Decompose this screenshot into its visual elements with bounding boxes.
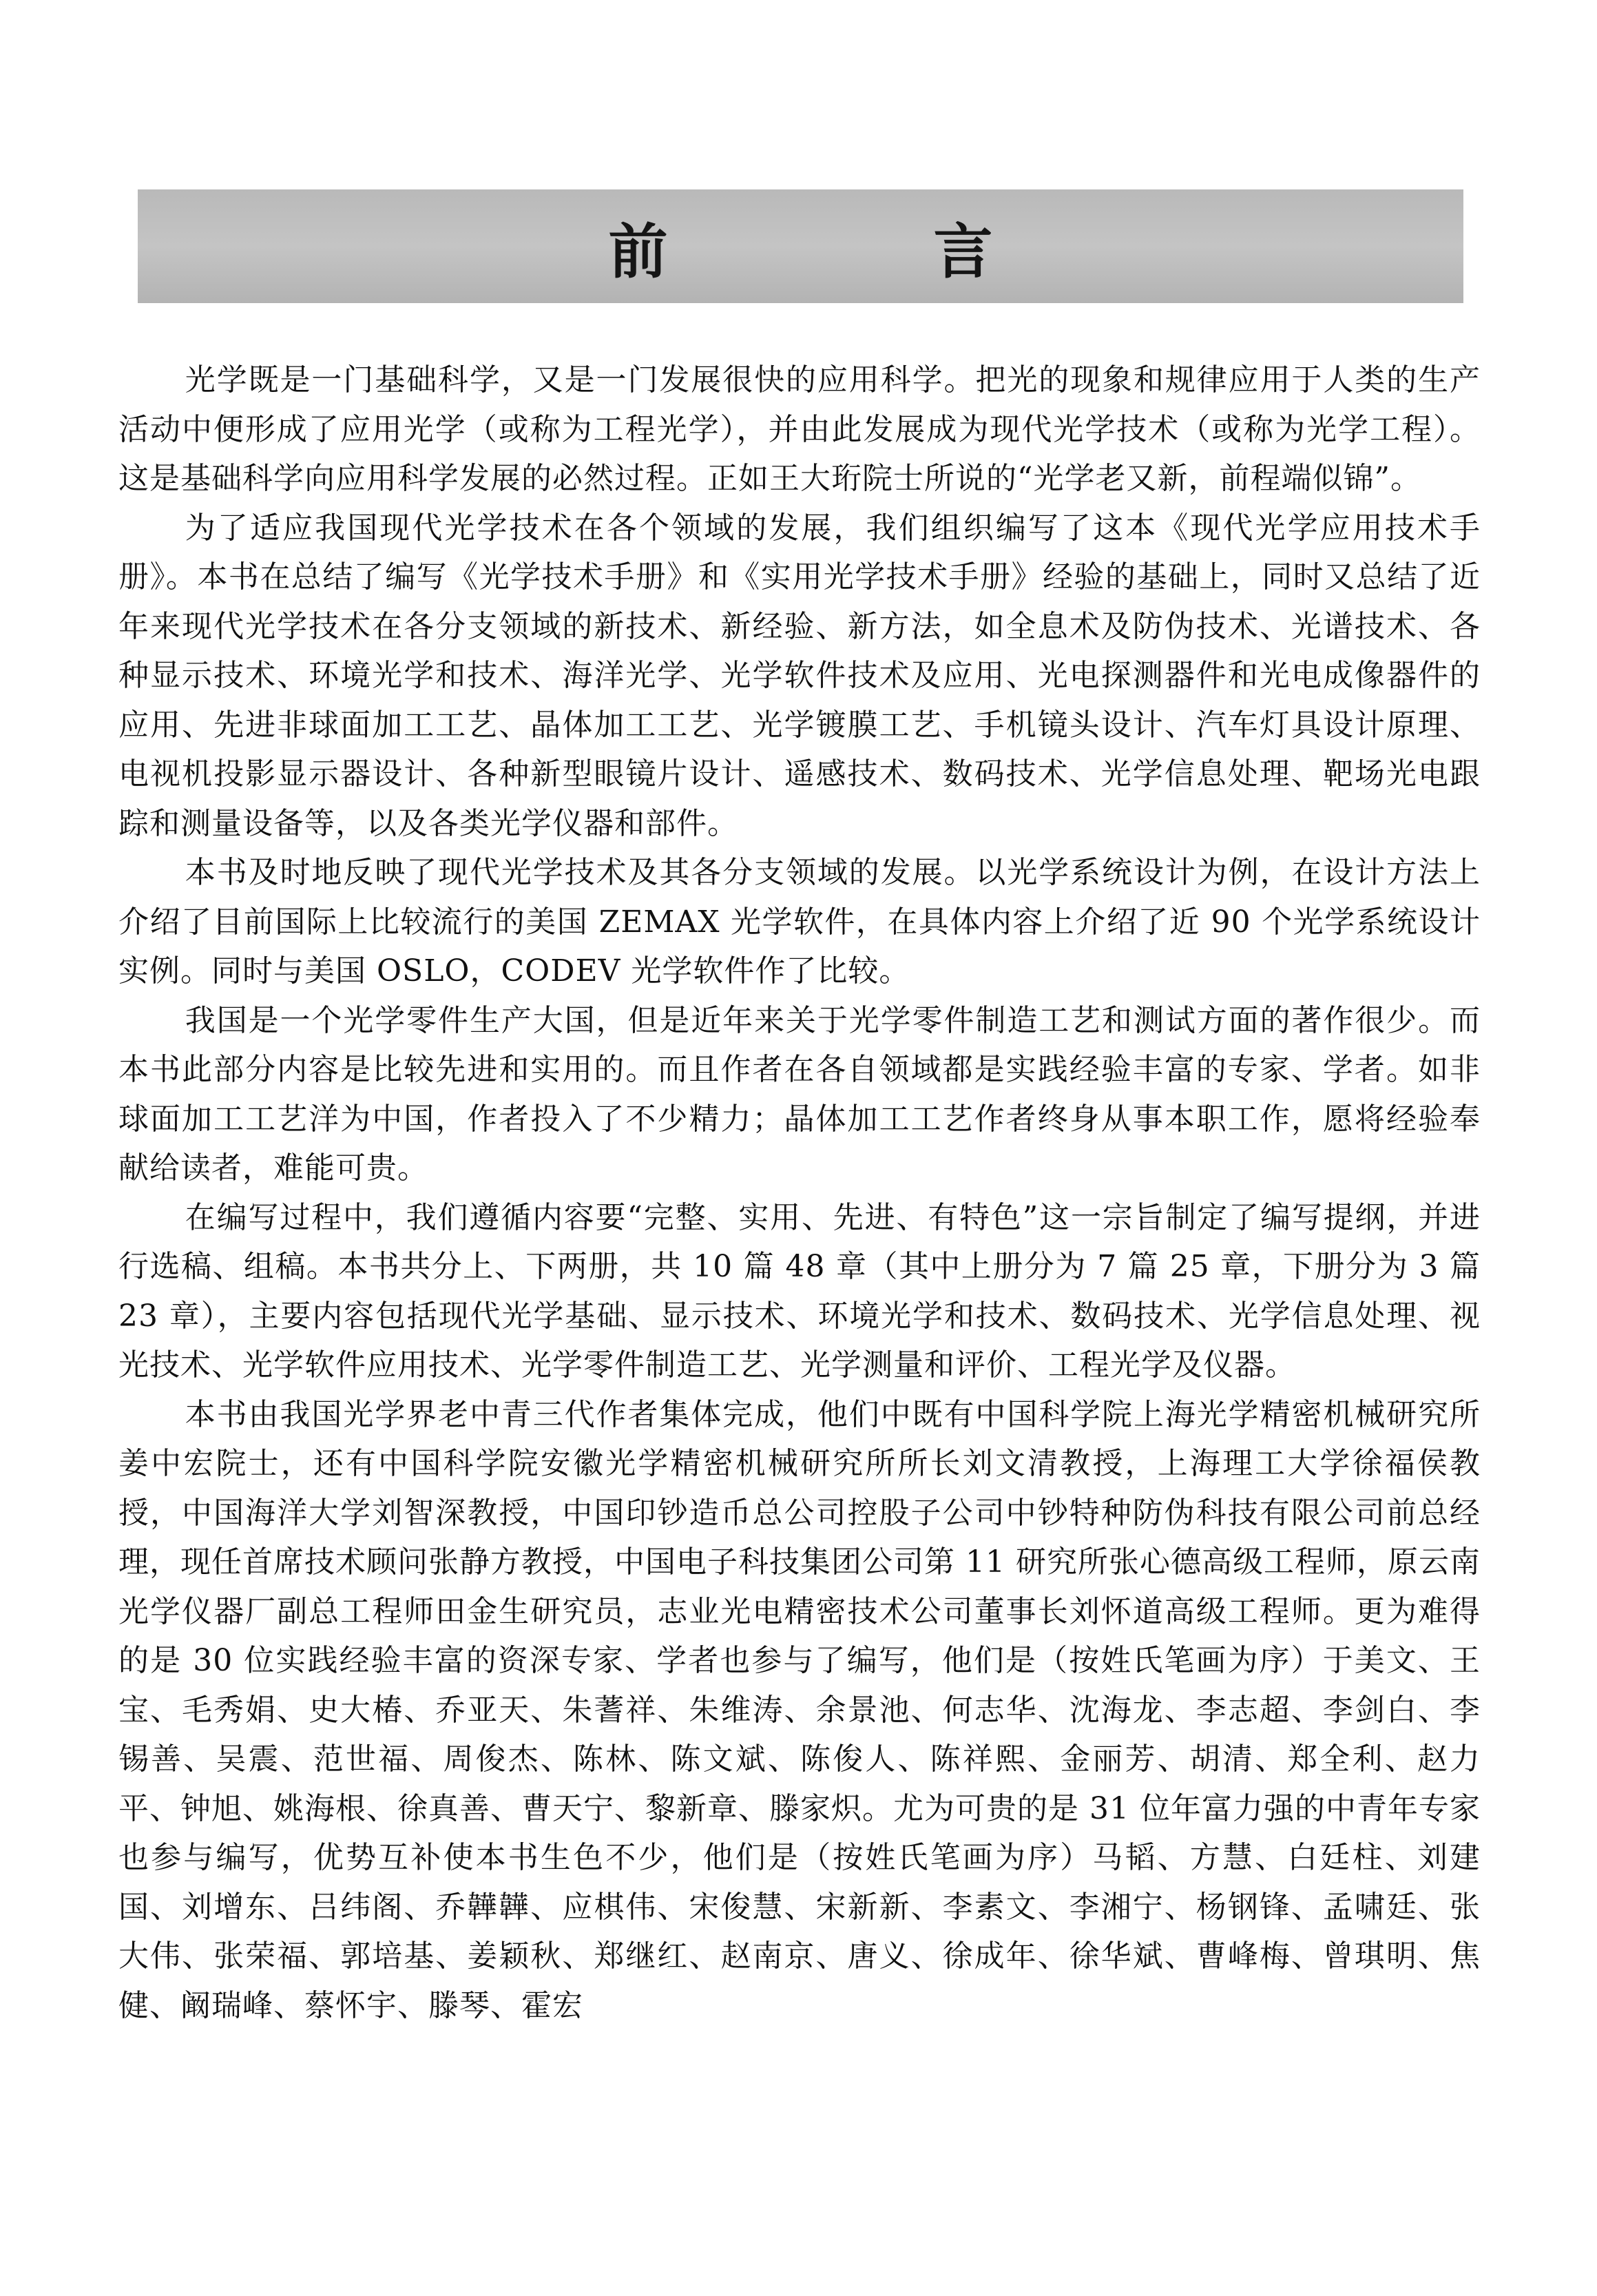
page-title: 前 言 [608,217,1096,287]
header-band [138,189,1463,303]
paragraph: 为了适应我国现代光学技术在各个领域的发展，我们组织编写了这本《现代光学应用技术手册》。本书在总结了编写《光学技术手册》和《实用光学技术手册》经验的基础上，同时又总结了近年来现代光学技术在各分支领域的新技术、新经验、新方法，如全息术及防伪技术、光谱技术、各种显示技术、环境光学和技术、海洋光学、光学软件技术及应用、光电探测器件和光电成像器件的应用、先进非球面加工工艺、晶体加工工艺、光学镀膜工艺、手机镜头设计、汽车灯具设计原理、电视机投影显示器设计、各种新型眼镜片设计、遥感技术、数码技术、光学信息处理、靶场光电跟踪和测量设备等，以及各类光学仪器和部件。 [118,510,1481,841]
paragraph: 在编写过程中，我们遵循内容要“完整、实用、先进、有特色”这一宗旨制定了编写提纲，并进行选稿、组稿。本书共分上、下两册，共 10 篇 48 章（其中上册分为 7 篇 25 章，下册分为 3 篇 23 章），主要内容包括现代光学基础、显示技术、环境光学和技术、数码技术、光学信息处理、视光技术、光学软件应用技术、光学零件制造工艺、光学测量和评价、工程光学及仪器。 [118,1199,1481,1383]
paragraph: 本书及时地反映了现代光学技术及其各分支领域的发展。以光学系统设计为例，在设计方法上介绍了目前国际上比较流行的美国 ZEMAX 光学软件，在具体内容上介绍了近 90 个光学系统设计实例。同时与美国 OSLO，CODEV 光学软件作了比较。 [118,855,1481,989]
paragraph: 我国是一个光学零件生产大国，但是近年来关于光学零件制造工艺和测试方面的著作很少。而本书此部分内容是比较先进和实用的。而且作者在各自领域都是实践经验丰富的专家、学者。如非球面加工工艺洋为中国，作者投入了不少精力；晶体加工工艺作者终身从事本职工作，愿将经验奉献给读者，难能可贵。 [118,1002,1481,1186]
preface-body [118,355,1481,2030]
paragraph: 本书由我国光学界老中青三代作者集体完成，他们中既有中国科学院上海光学精密机械研究所姜中宏院士，还有中国科学院安徽光学精密机械研究所所长刘文清教授，上海理工大学徐福侯教授，中国海洋大学刘智深教授，中国印钞造币总公司控股子公司中钞特种防伪科技有限公司前总经理，现任首席技术顾问张静方教授，中国电子科技集团公司第 11 研究所张心德高级工程师，原云南光学仪器厂副总工程师田金生研究员，志业光电精密技术公司董事长刘怀道高级工程师。更为难得的是 30 位实践经验丰富的资深专家、学者也参与了编写，他们是（按姓氏笔画为序）于美文、王宝、毛秀娟、史大椿、乔亚天、朱蓍祥、朱维涛、余景池、何志华、沈海龙、李志超、李剑白、李锡善、吴震、范世福、周俊杰、陈林、陈文斌、陈俊人、陈祥熙、金丽芳、胡清、郑全利、赵力平、钟旭、姚海根、徐真善、曹天宁、黎新章、滕家炽。尤为可贵的是 31 位年富力强的中青年专家也参与编写，优势互补使本书生色不少，他们是（按姓氏笔画为序）马韬、方慧、白廷柱、刘建国、刘增东、吕纬阁、乔韡韡、应棋伟、宋俊慧、宋新新、李素文、李湘宁、杨钢锋、孟啸廷、张大伟、张荣福、郭培基、姜颖秋、郑继红、赵南京、唐义、徐成年、徐华斌、曹峰梅、曾琪明、焦健、阚瑞峰、蔡怀宇、滕琴、霍宏 [118,1396,1481,2023]
paragraph: 光学既是一门基础科学，又是一门发展很快的应用科学。把光的现象和规律应用于人类的生产活动中便形成了应用光学（或称为工程光学），并由此发展成为现代光学技术（或称为光学工程）。这是基础科学向应用科学发展的必然过程。正如王大珩院士所说的“光学老又新，前程端似锦”。 [118,362,1481,496]
